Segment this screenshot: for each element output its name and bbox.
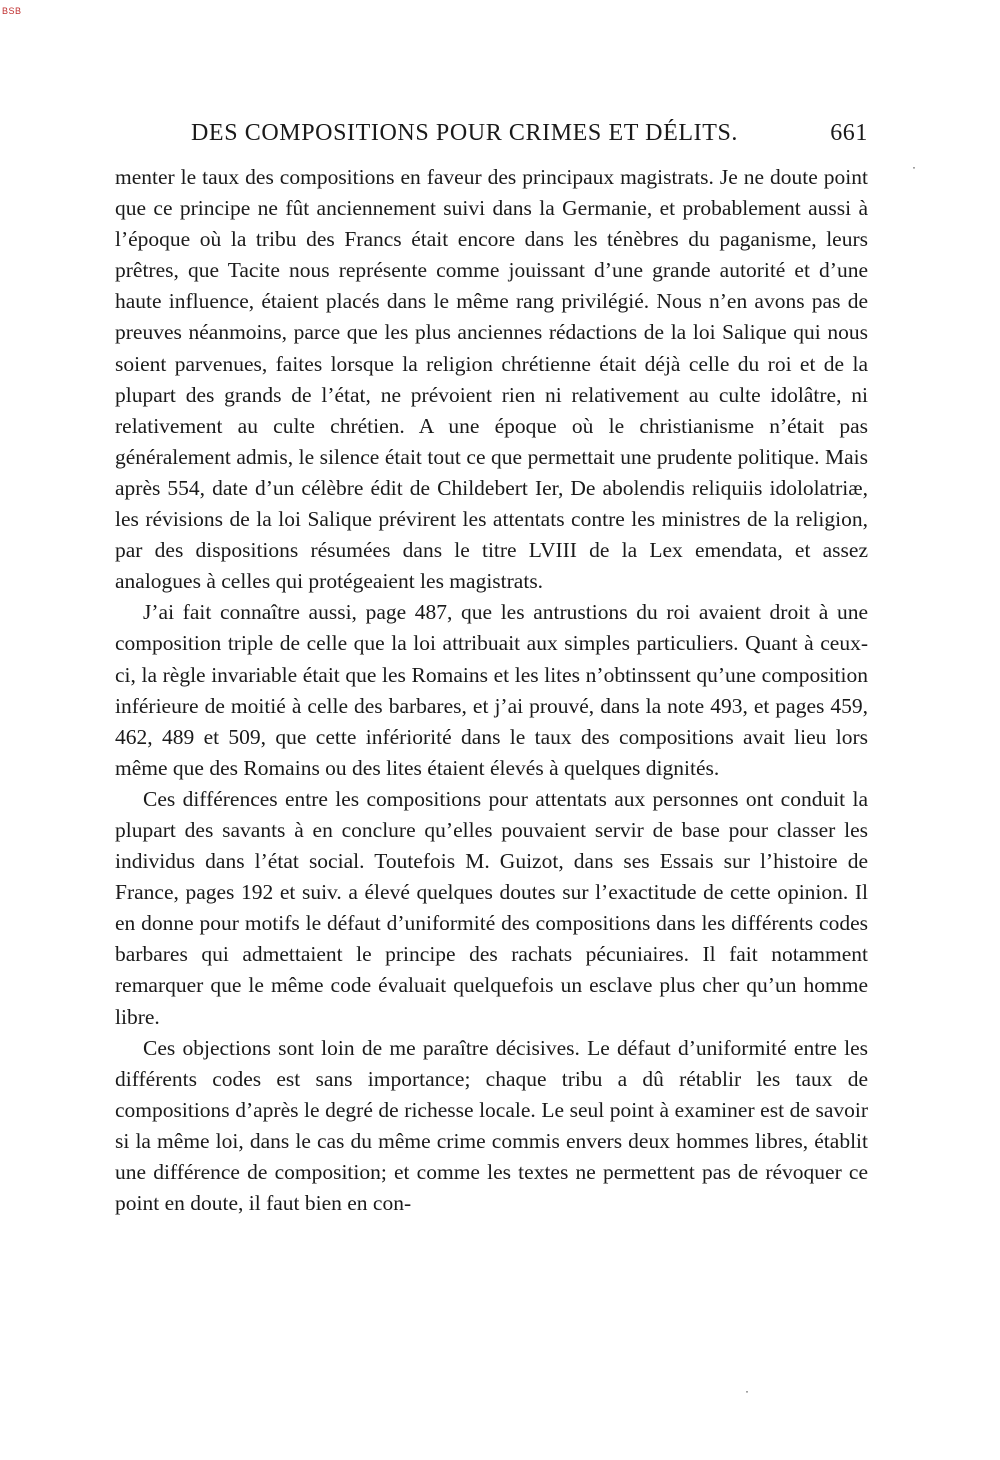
paragraph: Ces objections sont loin de me paraître décisives. Le défaut d’uniformité entre les différents codes est sans importance; chaque tribu a dû rétablir les taux de compositions d’après le degré de richesse locale. Le seul point à examiner est de savoir si la même loi, dans le cas du même crime commis envers deux hommes libres, établit une différence de composition; et comme les textes ne permettent pas de révoquer ce point en doute, il faut bien en con- [115,1035,868,1216]
paragraph: Ces différences entre les compositions pour attentats aux personnes ont conduit la plupart des savants à en conclure qu’elles pouvaient servir de base pour classer les individus dans l’état social. Toutefois M. Guizot, dans ses Essais sur l’histoire de France, pages 192 et suiv. a élevé quelques doutes sur l’exactitude de cette opinion. Il en donne pour motifs le défaut d’uniformité des compositions dans les différents codes barbares qui admettaient le principe des rachats pécuniaires. Il fait notamment remarquer que le même code évaluait quelquefois un esclave plus cher qu’un homme libre. [115,786,868,1029]
library-stamp: BSB [2,6,22,16]
page-header [115,118,868,152]
paragraph: menter le taux des compositions en faveur des principaux magistrats. Je ne doute point que ce principe ne fût anciennement suivi dans la Germanie, et probablement aussi à l’époque où la tribu des Francs était encore dans les ténèbres du paganisme, leurs prêtres, que Tacite nous représente comme jouissant d’une grande autorité et d’une haute influence, étaient placés dans le même rang privilégié. Nous n’en avons pas de preuves néanmoins, parce que les plus anciennes rédactions de la loi Salique qui nous soient parvenues, faites lorsque la religion chrétienne était déjà celle du roi et de la plupart des grands de l’état, ne prévoient rien ni relativement au culte idolâtre, ni relativement au culte chrétien. A une époque où le christianisme n’était pas généralement admis, le silence était tout ce que permettait une prudente politique. Mais après 554, date d’un célèbre édit de Childebert Ier, De abolendis reliquiis idololatriæ, les révisions de la loi Salique prévirent les attentats contre les ministres de la religion, par des dispositions résumées dans le titre LVIII de la Lex emendata, et assez analogues à celles qui protégeaient les magistrats. [115,165,868,594]
margin-dot: · [745,1384,749,1398]
running-title: DES COMPOSITIONS POUR CRIMES ET DÉLITS. [191,120,739,146]
margin-dot: · [912,160,916,174]
body-text [115,162,868,1219]
page-number: 661 [830,120,868,146]
paragraph: J’ai fait connaître aussi, page 487, que les antrustions du roi avaient droit à une composition triple de celle que la loi attribuait aux simples particuliers. Quant à ceux-ci, la règle invariable était que les Romains et les lites n’obtinssent qu’une composition inférieure de moitié à celle des barbares, et j’ai prouvé, dans la note 493, et pages 459, 462, 489 et 509, que cette infériorité dans le taux des compositions avait lieu lors même que des Romains ou des lites étaient élevés à quelques dignités. [115,600,868,780]
